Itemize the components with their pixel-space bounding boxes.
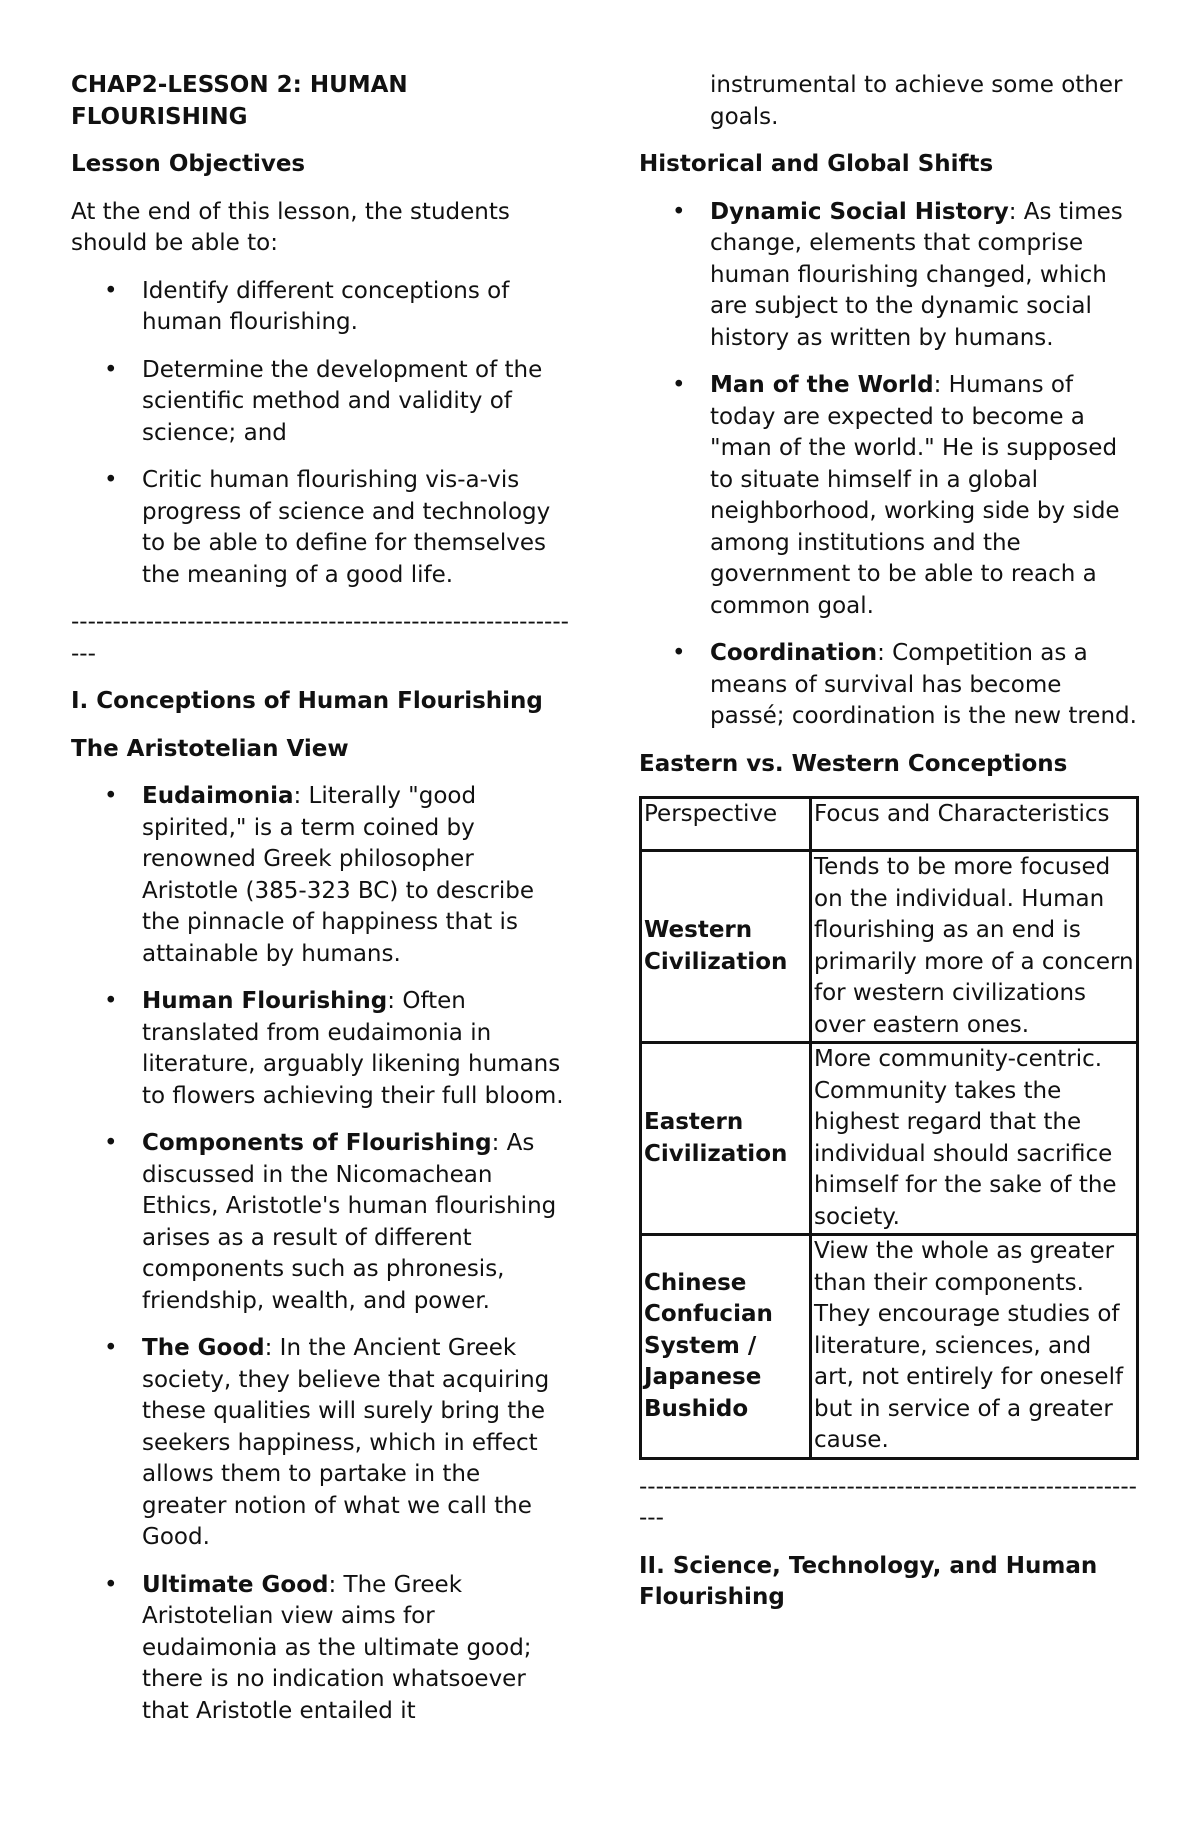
- table-row: [641, 1043, 1138, 1235]
- list-item: [639, 370, 1139, 622]
- objective-item: • Critic human flourishing vis-a-vis progress of science and technology to be able to define for themselves the meaning of a good life.: [71, 465, 571, 591]
- list-item: [639, 197, 1139, 355]
- section-1-heading: I. Conceptions of Human Flourishing: [71, 688, 543, 714]
- shifts-heading: Historical and Global Shifts: [639, 151, 994, 177]
- perspective-cell: Chinese Confucian System / Japanese Bushido: [641, 1235, 811, 1459]
- shifts-list: [639, 197, 1139, 733]
- perspective-cell: Eastern Civilization: [641, 1043, 811, 1235]
- right-column: [639, 70, 1139, 1630]
- term: Ultimate Good: [142, 1571, 329, 1598]
- list-item: [71, 1570, 571, 1728]
- objective-item: • Identify different conceptions of human flourishing.: [71, 276, 571, 339]
- list-item: [639, 638, 1139, 733]
- table-row: [641, 1235, 1138, 1459]
- objectives-intro: At the end of this lesson, the students should be able to:: [71, 198, 510, 256]
- left-column: [71, 70, 571, 1743]
- conceptions-table: [639, 796, 1139, 1460]
- separator-line: ---------------------------------------------------------------: [639, 1473, 1137, 1531]
- definition: : The Greek Aristotelian view aims for eudaimonia as the ultimate good; there is no indication whatsoever that Aristotle entailed it: [142, 1571, 532, 1724]
- term: Human Flourishing: [142, 988, 388, 1014]
- table-heading: Eastern vs. Western Conceptions: [639, 750, 1068, 777]
- table-header-cell: Focus and Characteristics: [811, 798, 1138, 851]
- focus-cell: More community-centric. Community takes the highest regard that the individual should sacrifice himself for the sake of the society.: [811, 1043, 1138, 1235]
- term: Coordination: [710, 640, 878, 666]
- term: Eudaimonia: [142, 783, 294, 809]
- definition: : In the Ancient Greek society, they believe that acquiring these qualities will surely bring the seekers happiness, which in effect allows them to partake in the greater notion of what we call the Good.: [142, 1335, 550, 1550]
- list-item: [71, 986, 571, 1112]
- table-header-row: [641, 798, 1138, 851]
- objectives-heading: Lesson Objectives: [71, 151, 306, 177]
- separator-line: ---------------------------------------------------------------: [71, 609, 569, 667]
- term: Components of Flourishing: [142, 1130, 492, 1156]
- definition: : Literally "good spirited," is a term coined by renowned Greek philosopher Aristotle (385-323 BC) to describe the pinnacle of happiness that is attainable by humans.: [142, 783, 534, 967]
- definition: : As discussed in the Nicomachean Ethics, Aristotle's human flourishing arises as a result of different components such as phronesis, friendship, wealth, and power.: [142, 1130, 557, 1314]
- list-item: [71, 781, 571, 970]
- term: Dynamic Social History: [710, 198, 1009, 225]
- section-2-heading: II. Science, Technology, and Human Flourishing: [639, 1552, 1098, 1610]
- aristotle-list: [71, 781, 571, 1727]
- definition: : Often translated from eudaimonia in literature, arguably likening humans to flowers achieving their full bloom.: [142, 988, 564, 1109]
- term: The Good: [142, 1335, 265, 1361]
- objective-item: • Determine the development of the scientific method and validity of science; and: [71, 355, 571, 450]
- definition: : Humans of today are expected to become a "man of the world." He is supposed to situate himself in a global neighborhood, working side by side among institutions and the government to be able to reach a common goal.: [710, 372, 1120, 619]
- perspective-cell: Western Civilization: [641, 851, 811, 1043]
- definition: : Competition as a means of survival has become passé; coordination is the new trend.: [710, 640, 1137, 729]
- definition: : As times change, elements that comprise human flourishing changed, which are subject to the dynamic social history as written by humans.: [710, 198, 1123, 351]
- focus-cell: Tends to be more focused on the individual. Human flourishing as an end is primarily more of a concern for western civilizations over eastern ones.: [811, 851, 1138, 1043]
- table-header-cell: Perspective: [641, 798, 811, 851]
- lesson-title: CHAP2-LESSON 2: HUMAN FLOURISHING: [71, 72, 408, 130]
- list-item: [71, 1333, 571, 1554]
- objectives-list: [71, 276, 571, 592]
- term: Man of the World: [710, 372, 934, 398]
- aristotle-heading: The Aristotelian View: [71, 735, 349, 762]
- focus-cell: View the whole as greater than their components. They encourage studies of literature, sciences, and art, not entirely for oneself but in service of a greater cause.: [811, 1235, 1138, 1459]
- continued-text: instrumental to achieve some other goals.: [710, 72, 1123, 130]
- table-row: [641, 851, 1138, 1043]
- list-item: [71, 1128, 571, 1317]
